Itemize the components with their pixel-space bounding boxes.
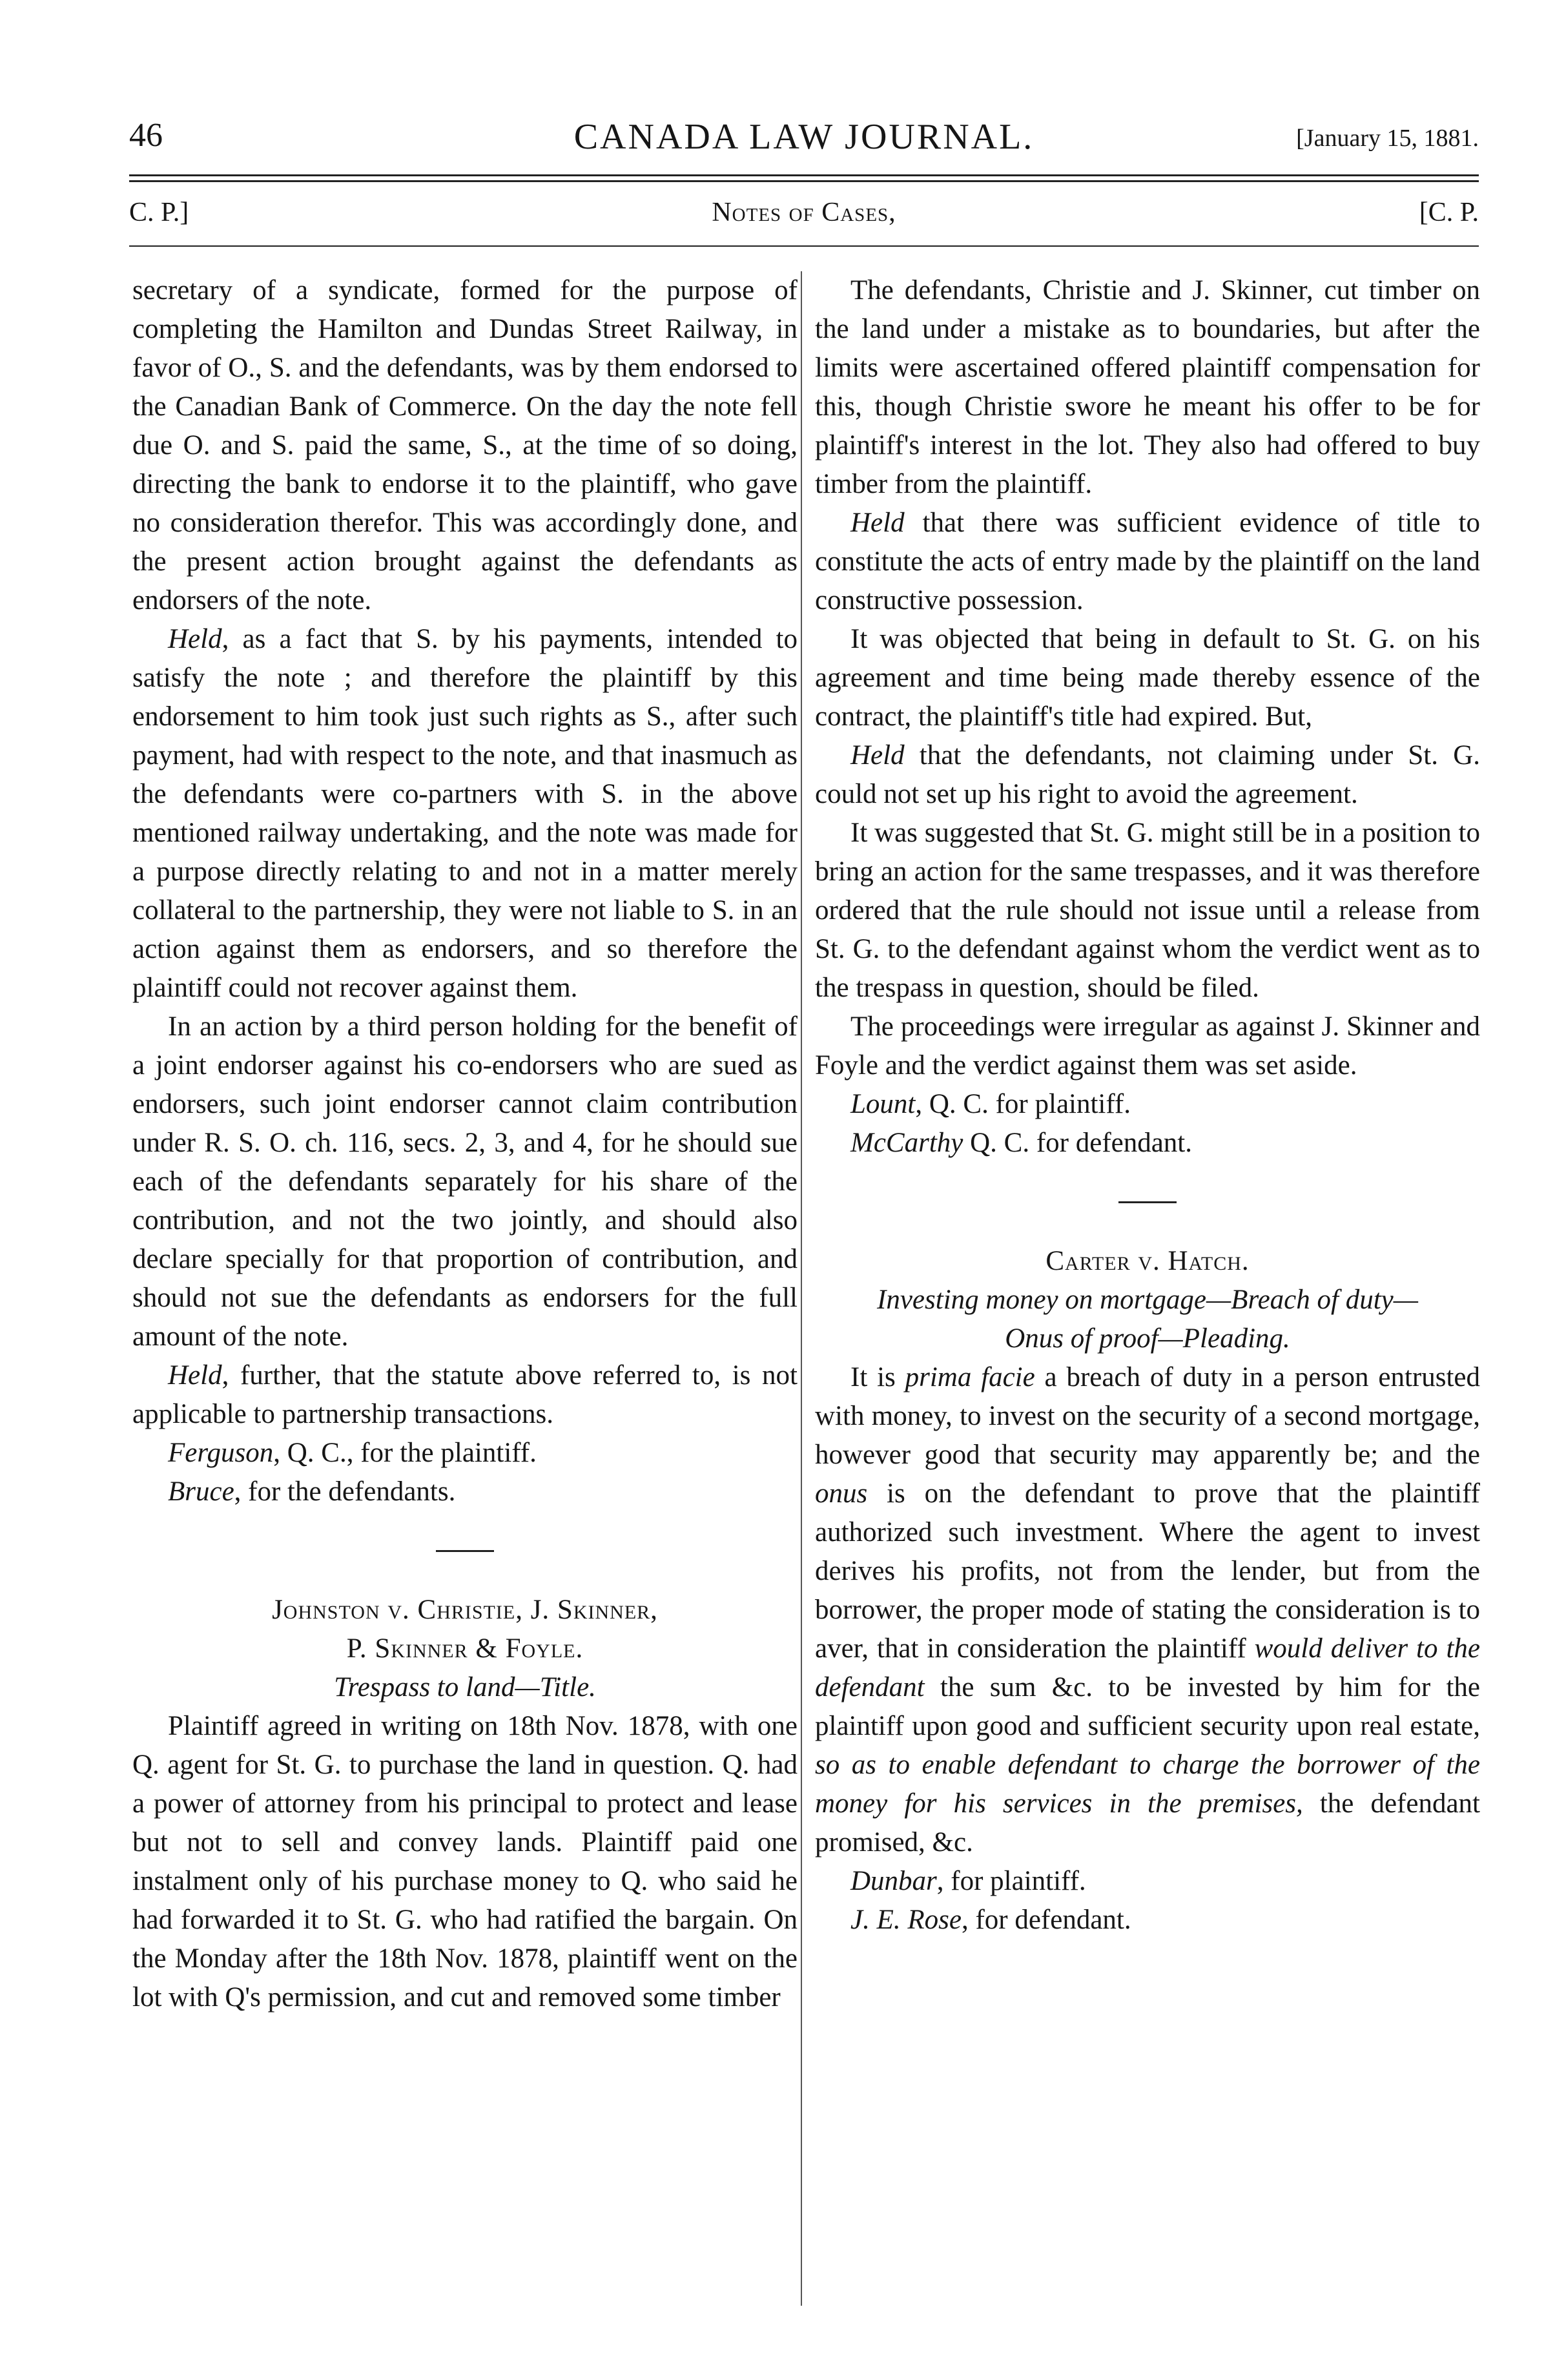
- section-court-left: C. P.]: [129, 198, 189, 227]
- paragraph-text: that there was sufficient evidence of title to constitute the acts of entry made by the plaintiff on the land constructive possession.: [815, 508, 1480, 616]
- left-column: [132, 271, 798, 2017]
- paragraph-text: , as a fact that S. by his payments, intended to satisfy the note ; and therefore the plaintiff by this endorsement to him took just such rights as S., after such payment, had with respect to the note, and that inasmuch as the defendants were co-partners with S. in the above mentioned railway undertaking, and the note was made for a purpose directly relating to and not in a matter merely collateral to the partnership, they were not liable to S. in an action against them as endorsers, and so therefore the plaintiff could not recover against them.: [132, 624, 798, 1003]
- section-title: Notes of Cases,: [712, 198, 896, 227]
- paragraph-text: It is: [850, 1362, 905, 1392]
- held-label: Held: [168, 624, 222, 654]
- paragraph-text: a breach of duty in a person entrusted with money, to invest on the security of a second mortgage, however good that security may apparently be; and the: [815, 1362, 1480, 1470]
- paragraph: [132, 1356, 798, 1434]
- paragraph-text: the sum &c. to be invested by him for the plaintiff upon good and sufficient security upon real estate,: [815, 1672, 1480, 1741]
- counsel-role: , Q. C. for plaintiff.: [915, 1089, 1131, 1119]
- counsel-name: Ferguson: [168, 1438, 274, 1468]
- held-label: Held: [850, 508, 905, 538]
- emphasis: would deliver to the defendant: [815, 1633, 1480, 1702]
- counsel-line: [815, 1124, 1480, 1163]
- counsel-name: J. E. Rose: [850, 1905, 962, 1935]
- column-divider: [801, 271, 802, 2306]
- paragraph: secretary of a syndicate, formed for the purpose of completing the Hamilton and Dundas Street Railway, in favor of O., S. and the defendants, was by them endorsed to the Canadian Bank of Commerce. On the day the note fell due O. and S. paid the same, S., at the time of so doing, directing the bank to endorse it to the plaintiff, who gave no consideration therefor. This was accordingly done, and the present action brought against the defendants as endorsers of the note.: [132, 275, 798, 616]
- paragraph: It was suggested that St. G. might still be in a position to bring an action for the same trespasses, and it was therefore ordered that the rule should not issue until a release from St. G. to the defendant against whom the verdict went as to the trespass in question, should be filed.: [815, 818, 1480, 1003]
- paragraph: The defendants, Christie and J. Skinner, cut timber on the land under a mistake as to boundaries, but after the limits were ascertained offered plaintiff compensation for this, though Christie swore he meant his offer to be for plaintiff's interest in the lot. They also had offered to buy timber from the plaintiff.: [815, 275, 1480, 499]
- paragraph-text: the defendant promised, &c.: [815, 1788, 1480, 1857]
- counsel-line: [132, 1473, 798, 1511]
- paragraph: [815, 1358, 1480, 1862]
- paragraph: [815, 736, 1480, 814]
- emphasis: onus: [815, 1478, 868, 1509]
- paragraph-text: , further, that the statute above referred to, is not applicable to partnership transactions.: [132, 1360, 798, 1429]
- section-rule: [129, 245, 1479, 247]
- counsel-line: [815, 1862, 1480, 1901]
- right-column: [815, 271, 1480, 1940]
- held-label: Held: [168, 1360, 222, 1391]
- paragraph: It was objected that being in default to St. G. on his agreement and time being made thereby essence of the contract, the plaintiff's title had expired. But,: [815, 624, 1480, 732]
- counsel-name: McCarthy: [850, 1128, 963, 1158]
- counsel-name: Bruce: [168, 1476, 234, 1507]
- counsel-name: Dunbar: [850, 1866, 937, 1896]
- issue-date: [January 15, 1881.: [1296, 125, 1479, 152]
- paragraph: The proceedings were irregular as against J. Skinner and Foyle and the verdict against them was set aside.: [815, 1011, 1480, 1081]
- page-number: 46: [129, 117, 163, 154]
- paragraph: Plaintiff agreed in writing on 18th Nov. 1878, with one Q. agent for St. G. to purchase the land in question. Q. had a power of attorney from his principal to protect and lease but not to sell and convey lands. Plaintiff paid one instalment only of his purchase money to Q. who said he had forwarded it to St. G. who had ratified the bargain. On the Monday after the 18th Nov. 1878, plaintiff went on the lot with Q's permission, and cut and removed some timber: [132, 1711, 798, 2013]
- paragraph-text: is on the defendant to prove that the plaintiff authorized such investment. Where the agent to invest derives his profits, not from the lender, but from the borrower, the proper mode of stating the consideration is to aver, that in consideration the plaintiff: [815, 1478, 1480, 1664]
- emphasis: prima facie: [905, 1362, 1035, 1392]
- counsel-line: [815, 1901, 1480, 1940]
- case-subtitle: Trespass to land—Title.: [334, 1672, 596, 1702]
- case-separator: [436, 1550, 494, 1552]
- case-title: Johnston v. Christie, J. Skinner,: [272, 1595, 658, 1625]
- running-head: [129, 116, 1479, 174]
- case-subtitle: Investing money on mortgage—Breach of duty—: [877, 1285, 1418, 1315]
- counsel-role: Q. C. for defendant.: [963, 1128, 1193, 1158]
- paragraph: [815, 504, 1480, 620]
- counsel-line: [132, 1434, 798, 1473]
- header-rule-double: [129, 180, 1479, 182]
- section-court-right: [C. P.: [1419, 198, 1479, 227]
- header-rule-top: [129, 174, 1479, 176]
- journal-title: CANADA LAW JOURNAL.: [573, 117, 1035, 157]
- counsel-name: Lount: [850, 1089, 916, 1119]
- held-label: Held: [850, 740, 905, 771]
- section-head: [129, 197, 1479, 236]
- counsel-line: [815, 1085, 1480, 1124]
- counsel-role: , for plaintiff.: [936, 1866, 1086, 1896]
- paragraph-text: that the defendants, not claiming under St. G. could not set up his right to avoid the agreement.: [815, 740, 1480, 809]
- counsel-role: , for defendant.: [961, 1905, 1131, 1935]
- emphasis: so as to enable defendant to charge the borrower of the money for his services in the premises,: [815, 1750, 1480, 1819]
- case-title: Carter v. Hatch.: [1045, 1246, 1250, 1276]
- counsel-role: , Q. C., for the plaintiff.: [273, 1438, 537, 1468]
- case-separator: [1118, 1201, 1177, 1203]
- paragraph: [132, 620, 798, 1008]
- case-subtitle-continued: Onus of proof—Pleading.: [1005, 1323, 1290, 1354]
- counsel-role: , for the defendants.: [234, 1476, 456, 1507]
- paragraph: In an action by a third person holding for the benefit of a joint endorser against his co-endorsers who are sued as endorsers, such joint endorser cannot claim contribution under R. S. O. ch. 116, secs. 2, 3, and 4, for he should sue each of the defendants separately for his share of the contribution, and not the two jointly, and should also declare specially for that proportion of contribution, and should not sue the defendants as endorsers for the full amount of the note.: [132, 1011, 798, 1352]
- case-title-continued: P. Skinner & Foyle.: [346, 1633, 584, 1664]
